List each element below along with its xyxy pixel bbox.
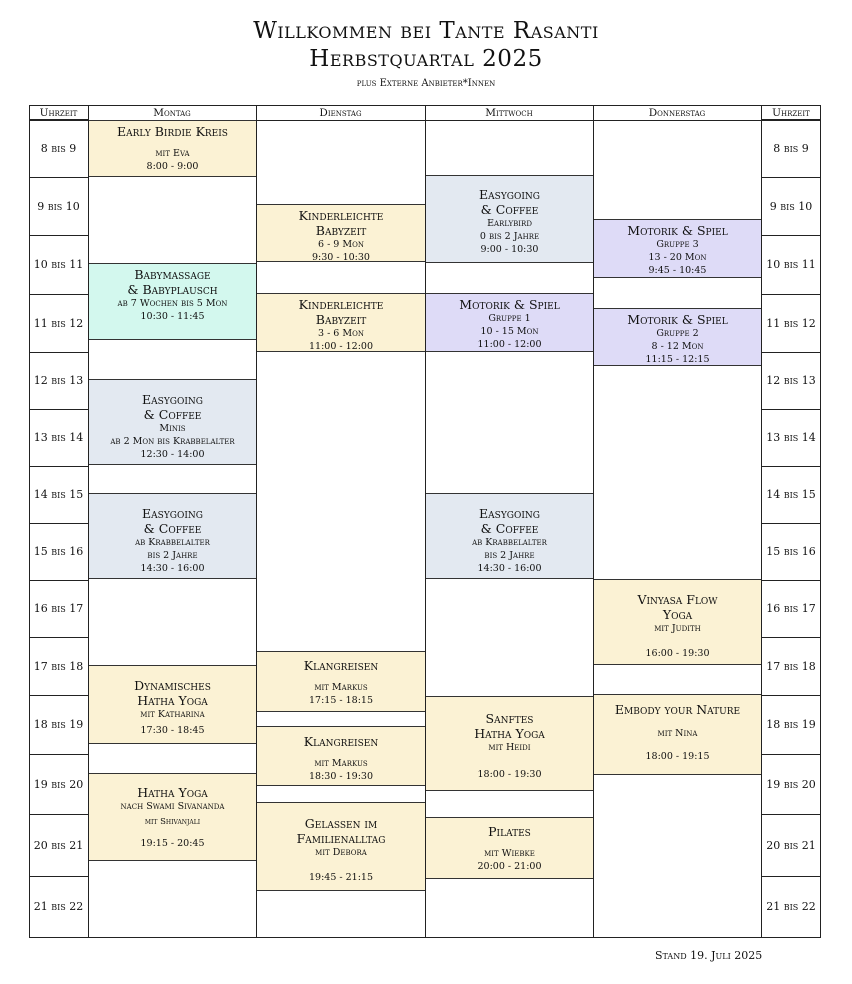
grid-line bbox=[256, 105, 257, 937]
hour-divider bbox=[761, 119, 821, 120]
hour-label-right: 18 bis 19 bbox=[766, 718, 816, 731]
event-embody-nature[interactable] bbox=[593, 694, 762, 775]
schedule-grid bbox=[29, 105, 821, 938]
event-title: Motorik & Spiel bbox=[627, 223, 728, 238]
event-title: & Coffee bbox=[480, 521, 539, 536]
event-title: Hatha Yoga bbox=[137, 785, 208, 800]
hour-label-left: 21 bis 22 bbox=[33, 900, 84, 913]
event-title: Motorik & Spiel bbox=[459, 297, 560, 312]
hour-divider bbox=[761, 637, 821, 638]
event-subtitle: nach Swami Sivananda bbox=[120, 801, 225, 812]
event-group: Gruppe 1 bbox=[488, 313, 531, 324]
hour-label-right: 15 bis 16 bbox=[766, 545, 816, 558]
hour-divider bbox=[29, 754, 88, 755]
event-title: & Coffee bbox=[143, 521, 202, 536]
hour-label-right: 8 bis 9 bbox=[773, 141, 809, 155]
hour-divider bbox=[29, 466, 88, 467]
hour-divider bbox=[761, 352, 821, 353]
hour-label-left: 14 bis 15 bbox=[33, 488, 84, 501]
event-title: Kinderleichte bbox=[298, 208, 384, 223]
hour-label-right: 14 bis 15 bbox=[766, 488, 816, 501]
hour-label-left: 13 bis 14 bbox=[33, 431, 84, 444]
event-age: 8 - 12 Mon bbox=[651, 341, 704, 352]
event-motorik-gruppe-3[interactable] bbox=[593, 219, 762, 278]
hour-divider bbox=[29, 294, 88, 295]
hour-label-right: 17 bis 18 bbox=[766, 659, 816, 673]
hour-label-right: 16 bis 17 bbox=[766, 602, 816, 615]
hour-label-left: 10 bis 11 bbox=[33, 258, 84, 271]
event-teacher: mit Heidi bbox=[488, 742, 531, 753]
event-title: Klangreisen bbox=[303, 658, 379, 673]
grid-line bbox=[593, 105, 594, 937]
grid-line bbox=[425, 105, 426, 937]
grid-bottom-line bbox=[29, 937, 821, 938]
hour-divider bbox=[29, 235, 88, 236]
event-age: ab Krabbelalter bbox=[472, 537, 547, 548]
event-kinderleichte-1[interactable] bbox=[256, 204, 426, 262]
hour-divider bbox=[761, 235, 821, 236]
hour-divider bbox=[761, 876, 821, 877]
event-pilates[interactable] bbox=[425, 817, 594, 879]
event-teacher: mit Shivanjali bbox=[144, 817, 201, 827]
event-title: & Coffee bbox=[480, 202, 539, 217]
hour-divider bbox=[761, 177, 821, 178]
hour-label-left: 19 bis 20 bbox=[33, 777, 84, 791]
event-easygoing-krabbel-mi[interactable] bbox=[425, 493, 594, 579]
event-time: 18:00 - 19:30 bbox=[477, 769, 542, 780]
event-title: Motorik & Spiel bbox=[627, 312, 728, 327]
event-time: 8:00 - 9:00 bbox=[146, 161, 199, 172]
event-time: 19:45 - 21:15 bbox=[308, 872, 373, 883]
event-teacher: mit Markus bbox=[314, 682, 368, 693]
event-title: Klangreisen bbox=[303, 734, 379, 749]
event-group: Minis bbox=[159, 423, 186, 434]
event-klangreisen-2[interactable] bbox=[256, 726, 426, 786]
event-age: bis 2 Jahre bbox=[484, 550, 535, 561]
hour-label-left: 16 bis 17 bbox=[33, 602, 84, 615]
event-title: Easygoing bbox=[479, 506, 540, 521]
event-time: 11:00 - 12:00 bbox=[308, 341, 373, 352]
event-babymassage[interactable] bbox=[88, 263, 257, 340]
header-montag: Montag bbox=[88, 105, 256, 121]
hour-divider bbox=[29, 695, 88, 696]
event-time: 9:30 - 10:30 bbox=[312, 252, 370, 262]
event-easygoing-minis[interactable] bbox=[88, 379, 257, 465]
event-time: 9:00 - 10:30 bbox=[480, 244, 539, 255]
event-title: Pilates bbox=[488, 824, 531, 839]
hour-label-right: 21 bis 22 bbox=[766, 900, 816, 913]
event-hatha-sivananda[interactable] bbox=[88, 773, 257, 861]
header-uhrzeit-right: Uhrzeit bbox=[761, 105, 821, 121]
hour-label-left: 20 bis 21 bbox=[33, 838, 84, 852]
hour-divider bbox=[29, 876, 88, 877]
event-age: 10 - 15 Mon bbox=[480, 326, 539, 337]
event-title: Babyzeit bbox=[315, 223, 367, 238]
event-time: 17:15 - 18:15 bbox=[308, 695, 373, 706]
event-age: 0 bis 2 Jahre bbox=[479, 231, 540, 242]
event-teacher: mit Eva bbox=[155, 148, 190, 159]
event-title: Dynamisches bbox=[134, 678, 211, 693]
header-donnerstag: Donnerstag bbox=[593, 105, 761, 121]
event-time: 17:30 - 18:45 bbox=[140, 725, 205, 736]
hour-label-left: 9 bis 10 bbox=[37, 199, 80, 213]
event-teacher: mit Katharina bbox=[140, 709, 205, 720]
grid-line bbox=[88, 105, 89, 937]
event-kinderleichte-2[interactable] bbox=[256, 293, 426, 352]
page-subtitle-season: Herbstquartal 2025 bbox=[309, 46, 543, 72]
hour-label-right: 13 bis 14 bbox=[766, 431, 816, 444]
event-easygoing-krabbel-mo[interactable] bbox=[88, 493, 257, 579]
event-title: Early Birdie Kreis bbox=[117, 124, 228, 139]
hour-divider bbox=[761, 695, 821, 696]
event-teacher: mit Markus bbox=[314, 758, 368, 769]
event-teacher: mit Wiebke bbox=[484, 848, 535, 859]
event-time: 20:00 - 21:00 bbox=[477, 861, 542, 872]
hour-label-left: 11 bis 12 bbox=[33, 316, 84, 330]
event-age: 6 - 9 Mon bbox=[318, 239, 364, 250]
hour-divider bbox=[29, 580, 88, 581]
event-sanftes-hatha[interactable] bbox=[425, 696, 594, 791]
event-time: 14:30 - 16:00 bbox=[477, 563, 542, 574]
event-early-birdie[interactable] bbox=[88, 120, 257, 177]
hour-divider bbox=[29, 177, 88, 178]
page-title: Willkommen bei Tante Rasanti bbox=[253, 18, 599, 44]
event-time: 11:00 - 12:00 bbox=[477, 339, 542, 350]
hour-divider bbox=[761, 294, 821, 295]
event-time: 12:30 - 14:00 bbox=[140, 449, 205, 460]
event-title: Gelassen im bbox=[304, 816, 378, 831]
event-title: Sanftes bbox=[485, 711, 534, 726]
event-time: 18:30 - 19:30 bbox=[308, 771, 373, 782]
event-time: 14:30 - 16:00 bbox=[140, 563, 205, 574]
event-time: 11:15 - 12:15 bbox=[645, 354, 710, 365]
event-age: bis 2 Jahre bbox=[147, 550, 198, 561]
event-title: Vinyasa Flow bbox=[637, 592, 718, 607]
event-age: ab Krabbelalter bbox=[135, 537, 210, 548]
hour-divider bbox=[29, 409, 88, 410]
hour-divider bbox=[29, 814, 88, 815]
hour-label-left: 8 bis 9 bbox=[40, 141, 77, 155]
event-age: ab 7 Wochen bis 5 Mon bbox=[117, 298, 228, 309]
event-age: 3 - 6 Mon bbox=[318, 328, 364, 339]
hour-divider bbox=[29, 352, 88, 353]
event-title: Hatha Yoga bbox=[137, 693, 208, 708]
event-dynamisches-hatha[interactable] bbox=[88, 665, 257, 744]
event-motorik-gruppe-2[interactable] bbox=[593, 308, 762, 366]
event-easygoing-earlybird[interactable] bbox=[425, 175, 594, 263]
header-dienstag: Dienstag bbox=[256, 105, 425, 121]
hour-label-right: 20 bis 21 bbox=[766, 838, 816, 852]
hour-label-right: 11 bis 12 bbox=[766, 316, 816, 330]
header-uhrzeit-left: Uhrzeit bbox=[29, 105, 88, 121]
hour-divider bbox=[761, 814, 821, 815]
event-group: Gruppe 2 bbox=[656, 328, 699, 339]
event-title: Babyzeit bbox=[315, 312, 367, 327]
header-mittwoch: Mittwoch bbox=[425, 105, 593, 121]
hour-label-right: 10 bis 11 bbox=[766, 258, 816, 271]
event-teacher: mit Debora bbox=[315, 847, 367, 858]
event-motorik-gruppe-1[interactable] bbox=[425, 293, 594, 352]
hour-label-right: 12 bis 13 bbox=[766, 374, 816, 387]
hour-divider bbox=[761, 466, 821, 467]
hour-divider bbox=[29, 523, 88, 524]
event-vinyasa-flow[interactable] bbox=[593, 579, 762, 665]
event-title: & Babyplausch bbox=[127, 282, 218, 297]
hour-divider bbox=[761, 754, 821, 755]
stand-date: Stand 19. Juli 2025 bbox=[655, 949, 763, 962]
hour-label-left: 17 bis 18 bbox=[33, 659, 84, 673]
hour-divider bbox=[29, 119, 88, 120]
event-age: ab 2 Mon bis Krabbelalter bbox=[110, 436, 235, 447]
event-group: Gruppe 3 bbox=[656, 239, 699, 250]
event-group: Earlybird bbox=[487, 218, 532, 229]
hour-divider bbox=[761, 523, 821, 524]
event-time: 16:00 - 19:30 bbox=[645, 648, 710, 659]
hour-label-right: 9 bis 10 bbox=[769, 199, 813, 213]
event-teacher: mit Judith bbox=[654, 623, 701, 634]
event-time: 10:30 - 11:45 bbox=[140, 311, 205, 322]
event-title: Hatha Yoga bbox=[474, 726, 545, 741]
event-teacher: mit Nina bbox=[657, 728, 698, 739]
event-time: 9:45 - 10:45 bbox=[648, 265, 707, 276]
hour-divider bbox=[29, 637, 88, 638]
event-title: Yoga bbox=[662, 607, 693, 622]
page-note: plus Externe Anbieter*Innen bbox=[356, 78, 496, 89]
hour-label-left: 18 bis 19 bbox=[33, 718, 84, 731]
hour-divider bbox=[761, 409, 821, 410]
event-klangreisen-1[interactable] bbox=[256, 651, 426, 712]
event-title: Babymassage bbox=[134, 267, 211, 282]
event-title: Kinderleichte bbox=[298, 297, 384, 312]
event-time: 19:15 - 20:45 bbox=[140, 838, 205, 849]
event-time: 18:00 - 19:15 bbox=[645, 751, 710, 762]
event-title: Embody your Nature bbox=[614, 702, 741, 717]
event-title: Easygoing bbox=[479, 187, 540, 202]
event-age: 13 - 20 Mon bbox=[648, 252, 707, 263]
event-gelassen[interactable] bbox=[256, 802, 426, 891]
event-title: Familienalltag bbox=[296, 831, 386, 846]
event-title: Easygoing bbox=[142, 506, 203, 521]
hour-divider bbox=[761, 580, 821, 581]
hour-label-left: 12 bis 13 bbox=[33, 374, 84, 387]
hour-label-right: 19 bis 20 bbox=[766, 777, 816, 791]
event-title: Easygoing bbox=[142, 392, 203, 407]
hour-label-left: 15 bis 16 bbox=[33, 545, 84, 558]
event-title: & Coffee bbox=[143, 407, 202, 422]
